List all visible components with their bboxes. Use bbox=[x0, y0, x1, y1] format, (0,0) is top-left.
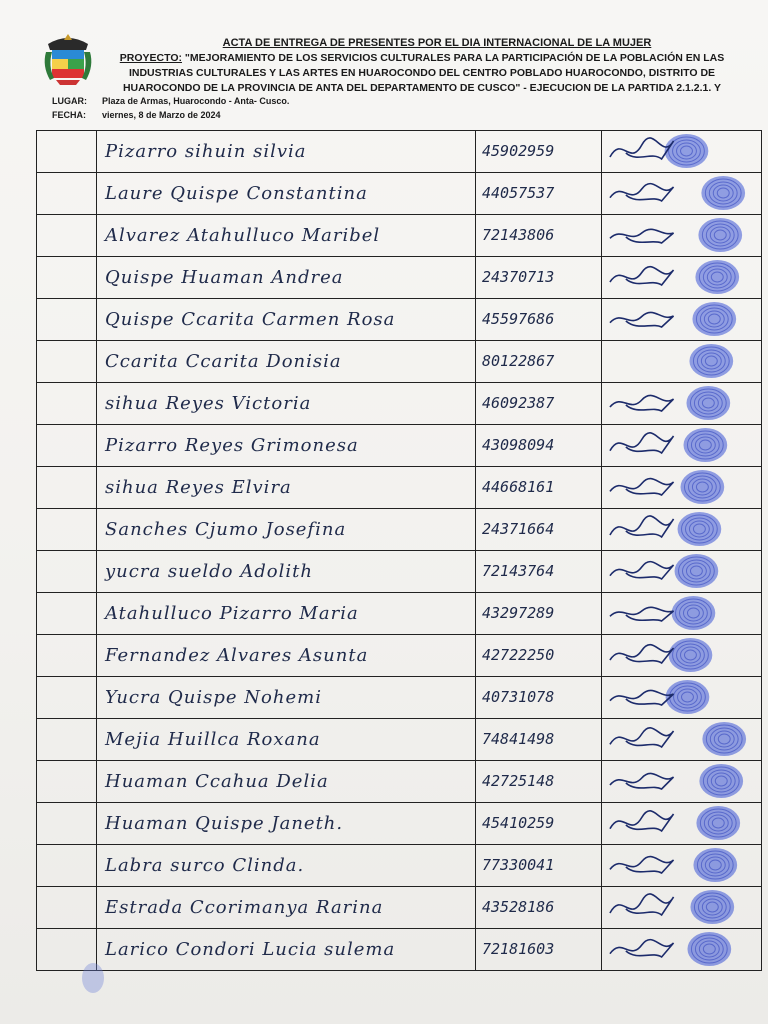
name-cell bbox=[97, 341, 476, 383]
row-number-cell bbox=[37, 803, 97, 845]
fingerprint-icon bbox=[687, 932, 731, 966]
table-row bbox=[37, 509, 762, 551]
participant-name: Huaman Ccahua Delia bbox=[105, 771, 329, 792]
participant-dni: 43297289 bbox=[482, 604, 555, 622]
participant-dni: 40731078 bbox=[482, 688, 555, 706]
table-row bbox=[37, 173, 762, 215]
row-number-cell bbox=[37, 383, 97, 425]
signature-cell bbox=[602, 383, 762, 425]
signature-cell bbox=[602, 845, 762, 887]
signature-stroke bbox=[610, 516, 674, 537]
table-row bbox=[37, 887, 762, 929]
lugar-label: LUGAR: bbox=[52, 96, 87, 106]
fingerprint-icon bbox=[669, 638, 713, 672]
signature-and-fingerprint bbox=[602, 467, 761, 508]
dni-cell bbox=[476, 215, 602, 257]
name-cell bbox=[97, 131, 476, 173]
signature-and-fingerprint bbox=[602, 803, 761, 844]
signature-cell bbox=[602, 803, 762, 845]
participant-name: Sanches Cjumo Josefina bbox=[105, 519, 347, 540]
participant-dni: 45410259 bbox=[482, 814, 555, 832]
document-meta bbox=[52, 94, 289, 122]
participant-name: Atahulluco Pizarro Maria bbox=[105, 603, 359, 624]
name-cell bbox=[97, 467, 476, 509]
table-row bbox=[37, 215, 762, 257]
fingerprint-icon bbox=[683, 428, 727, 462]
dni-cell bbox=[476, 383, 602, 425]
name-cell bbox=[97, 845, 476, 887]
signature-cell bbox=[602, 299, 762, 341]
signature-and-fingerprint bbox=[602, 341, 761, 382]
fingerprint-icon bbox=[689, 344, 733, 378]
name-cell bbox=[97, 677, 476, 719]
signature-stroke bbox=[610, 857, 674, 873]
name-cell bbox=[97, 425, 476, 467]
table-row bbox=[37, 845, 762, 887]
fingerprint-icon bbox=[695, 260, 739, 294]
table-row bbox=[37, 719, 762, 761]
table-row bbox=[37, 677, 762, 719]
fingerprint-icon bbox=[702, 722, 746, 756]
fingerprint-icon bbox=[681, 470, 725, 504]
ink-smudge-icon bbox=[78, 960, 108, 996]
participant-name: Ccarita Ccarita Donisia bbox=[105, 351, 342, 372]
signature-and-fingerprint bbox=[602, 719, 761, 760]
participant-dni: 43098094 bbox=[482, 436, 555, 454]
signature-cell bbox=[602, 635, 762, 677]
row-number-cell bbox=[37, 551, 97, 593]
row-number-cell bbox=[37, 677, 97, 719]
signature-cell bbox=[602, 719, 762, 761]
participant-name: Laure Quispe Constantina bbox=[105, 183, 368, 204]
participant-name: Pizarro sihuin silvia bbox=[105, 141, 307, 162]
row-number-cell bbox=[37, 467, 97, 509]
signature-and-fingerprint bbox=[602, 299, 761, 340]
table-row bbox=[37, 803, 762, 845]
fingerprint-icon bbox=[665, 134, 709, 168]
dni-cell bbox=[476, 299, 602, 341]
table-row bbox=[37, 425, 762, 467]
signature-and-fingerprint bbox=[602, 131, 761, 172]
fecha-label: FECHA: bbox=[52, 110, 86, 120]
dni-cell bbox=[476, 845, 602, 887]
document-title: ACTA DE ENTREGA DE PRESENTES POR EL DIA INTERNACIONAL DE LA MUJER bbox=[222, 37, 652, 49]
signature-and-fingerprint bbox=[602, 761, 761, 802]
signature-and-fingerprint bbox=[602, 383, 761, 424]
name-cell bbox=[97, 635, 476, 677]
signature-stroke bbox=[610, 479, 674, 495]
signature-and-fingerprint bbox=[602, 845, 761, 886]
participant-name: sihua Reyes Victoria bbox=[105, 393, 312, 414]
dni-cell bbox=[476, 929, 602, 971]
signature-cell bbox=[602, 215, 762, 257]
table-row bbox=[37, 929, 762, 971]
signature-and-fingerprint bbox=[602, 677, 761, 718]
signature-cell bbox=[602, 131, 762, 173]
signature-stroke bbox=[610, 433, 674, 453]
signature-stroke bbox=[610, 811, 674, 831]
signature-cell bbox=[602, 509, 762, 551]
row-number-cell bbox=[37, 719, 97, 761]
participant-dni: 42722250 bbox=[482, 646, 555, 664]
signature-and-fingerprint bbox=[602, 215, 761, 256]
participant-dni: 46092387 bbox=[482, 394, 555, 412]
row-number-cell bbox=[37, 215, 97, 257]
row-number-cell bbox=[37, 509, 97, 551]
row-number-cell bbox=[37, 257, 97, 299]
participant-dni: 74841498 bbox=[482, 730, 555, 748]
signature-cell bbox=[602, 761, 762, 803]
signature-and-fingerprint bbox=[602, 887, 761, 928]
project-label: PROYECTO: bbox=[119, 52, 182, 64]
signature-stroke bbox=[610, 395, 674, 411]
row-number-cell bbox=[37, 635, 97, 677]
signature-and-fingerprint bbox=[602, 425, 761, 466]
dni-cell bbox=[476, 635, 602, 677]
participant-name: Quispe Ccarita Carmen Rosa bbox=[105, 309, 396, 330]
dni-cell bbox=[476, 173, 602, 215]
participant-name: Labra surco Clinda. bbox=[105, 855, 305, 876]
participant-name: Huaman Quispe Janeth. bbox=[105, 813, 344, 834]
participant-name: Fernandez Alvares Asunta bbox=[105, 645, 369, 666]
row-number-cell bbox=[37, 761, 97, 803]
row-number-cell bbox=[37, 131, 97, 173]
participant-dni: 24371664 bbox=[482, 520, 555, 538]
table-row bbox=[37, 635, 762, 677]
participant-name: Quispe Huaman Andrea bbox=[105, 267, 344, 288]
signature-and-fingerprint bbox=[602, 173, 761, 214]
signature-cell bbox=[602, 467, 762, 509]
participant-dni: 77330041 bbox=[482, 856, 555, 874]
signature-stroke bbox=[610, 645, 674, 663]
fingerprint-icon bbox=[701, 176, 745, 210]
dni-cell bbox=[476, 551, 602, 593]
row-number-cell bbox=[37, 593, 97, 635]
fingerprint-icon bbox=[696, 806, 740, 840]
signature-cell bbox=[602, 929, 762, 971]
participant-name: Mejia Huillca Roxana bbox=[105, 729, 321, 750]
table-row bbox=[37, 341, 762, 383]
table-row bbox=[37, 551, 762, 593]
signature-cell bbox=[602, 551, 762, 593]
signature-and-fingerprint bbox=[602, 593, 761, 634]
signature-cell bbox=[602, 425, 762, 467]
dni-cell bbox=[476, 803, 602, 845]
name-cell bbox=[97, 173, 476, 215]
signature-and-fingerprint bbox=[602, 257, 761, 298]
signature-cell bbox=[602, 593, 762, 635]
name-cell bbox=[97, 761, 476, 803]
signature-stroke bbox=[610, 229, 674, 243]
participant-dni: 45597686 bbox=[482, 310, 555, 328]
signature-stroke bbox=[610, 138, 674, 159]
dni-cell bbox=[476, 887, 602, 929]
participant-dni: 44057537 bbox=[482, 184, 555, 202]
dni-cell bbox=[476, 467, 602, 509]
name-cell bbox=[97, 719, 476, 761]
table-row bbox=[37, 593, 762, 635]
signature-and-fingerprint bbox=[602, 509, 761, 550]
fingerprint-icon bbox=[678, 512, 722, 546]
row-number-cell bbox=[37, 887, 97, 929]
name-cell bbox=[97, 803, 476, 845]
signature-stroke bbox=[610, 690, 674, 705]
signature-stroke bbox=[610, 562, 674, 579]
signature-stroke bbox=[610, 267, 674, 285]
dni-cell bbox=[476, 677, 602, 719]
participant-dni: 72143764 bbox=[482, 562, 555, 580]
signature-stroke bbox=[610, 728, 674, 747]
fingerprint-icon bbox=[675, 554, 719, 588]
dni-cell bbox=[476, 593, 602, 635]
participant-name: Alvarez Atahulluco Maribel bbox=[105, 225, 381, 246]
fingerprint-icon bbox=[690, 890, 734, 924]
name-cell bbox=[97, 593, 476, 635]
participant-dni: 42725148 bbox=[482, 772, 555, 790]
fingerprint-icon bbox=[686, 386, 730, 420]
signature-stroke bbox=[610, 894, 674, 915]
fecha-value: viernes, 8 de Marzo de 2024 bbox=[102, 110, 221, 120]
row-number-cell bbox=[37, 299, 97, 341]
row-number-cell bbox=[37, 341, 97, 383]
name-cell bbox=[97, 929, 476, 971]
project-description bbox=[112, 51, 732, 96]
attendance-table bbox=[36, 130, 762, 960]
fingerprint-icon bbox=[666, 680, 710, 714]
lugar-value: Plaza de Armas, Huarocondo - Anta- Cusco. bbox=[102, 96, 290, 106]
project-text: "MEJORAMIENTO DE LOS SERVICIOS CULTURALES PARA LA PARTICIPACIÓN DE LA POBLACIÓN EN LAS INDUSTRIAS CULTURALES Y LAS ARTES EN HUAROCONDO DEL CENTRO POBLADO HUAROCONDO, DISTRITO DE HUAROCONDO DE LA PROVINCIA DE ANTA DEL DEPARTAMENTO DE CUSCO" - EJECUCION DE LA PARTIDA 2.1.2.1. Y bbox=[122, 52, 725, 94]
dni-cell bbox=[476, 761, 602, 803]
signature-cell bbox=[602, 341, 762, 383]
signature-and-fingerprint bbox=[602, 635, 761, 676]
dni-cell bbox=[476, 509, 602, 551]
name-cell bbox=[97, 551, 476, 593]
participant-name: Yucra Quispe Nohemi bbox=[105, 687, 322, 708]
fingerprint-icon bbox=[698, 218, 742, 252]
table-row bbox=[37, 257, 762, 299]
table-row bbox=[37, 299, 762, 341]
table-row bbox=[37, 467, 762, 509]
fingerprint-icon bbox=[699, 764, 743, 798]
signature-cell bbox=[602, 887, 762, 929]
participant-dni: 80122867 bbox=[482, 352, 555, 370]
signature-and-fingerprint bbox=[602, 551, 761, 592]
row-number-cell bbox=[37, 173, 97, 215]
name-cell bbox=[97, 257, 476, 299]
participant-name: yucra sueldo Adolith bbox=[105, 561, 313, 582]
dni-cell bbox=[476, 719, 602, 761]
signature-stroke bbox=[610, 312, 674, 327]
table-row bbox=[37, 131, 762, 173]
name-cell bbox=[97, 299, 476, 341]
participant-dni: 72181603 bbox=[482, 940, 555, 958]
participant-dni: 72143806 bbox=[482, 226, 555, 244]
participant-dni: 44668161 bbox=[482, 478, 555, 496]
signature-stroke bbox=[610, 940, 674, 957]
signature-stroke bbox=[610, 607, 674, 621]
coat-of-arms-icon bbox=[42, 30, 94, 86]
table-row bbox=[37, 761, 762, 803]
participant-name: sihua Reyes Elvira bbox=[105, 477, 292, 498]
row-number-cell bbox=[37, 425, 97, 467]
document-header bbox=[112, 36, 732, 96]
participant-name: Estrada Ccorimanya Rarina bbox=[105, 897, 384, 918]
row-number-cell bbox=[37, 845, 97, 887]
signature-and-fingerprint bbox=[602, 929, 761, 970]
dni-cell bbox=[476, 425, 602, 467]
dni-cell bbox=[476, 131, 602, 173]
dni-cell bbox=[476, 257, 602, 299]
table-row bbox=[37, 383, 762, 425]
participant-dni: 45902959 bbox=[482, 142, 555, 160]
name-cell bbox=[97, 383, 476, 425]
fingerprint-icon bbox=[692, 302, 736, 336]
signature-stroke bbox=[610, 184, 674, 201]
signature-stroke bbox=[610, 773, 674, 789]
participant-dni: 24370713 bbox=[482, 268, 555, 286]
fingerprint-icon bbox=[693, 848, 737, 882]
signature-cell bbox=[602, 257, 762, 299]
name-cell bbox=[97, 215, 476, 257]
name-cell bbox=[97, 887, 476, 929]
signature-cell bbox=[602, 173, 762, 215]
participant-name: Larico Condori Lucia sulema bbox=[105, 939, 396, 960]
signature-cell bbox=[602, 677, 762, 719]
fingerprint-icon bbox=[672, 596, 716, 630]
name-cell bbox=[97, 509, 476, 551]
participant-dni: 43528186 bbox=[482, 898, 555, 916]
participant-name: Pizarro Reyes Grimonesa bbox=[105, 435, 359, 456]
dni-cell bbox=[476, 341, 602, 383]
